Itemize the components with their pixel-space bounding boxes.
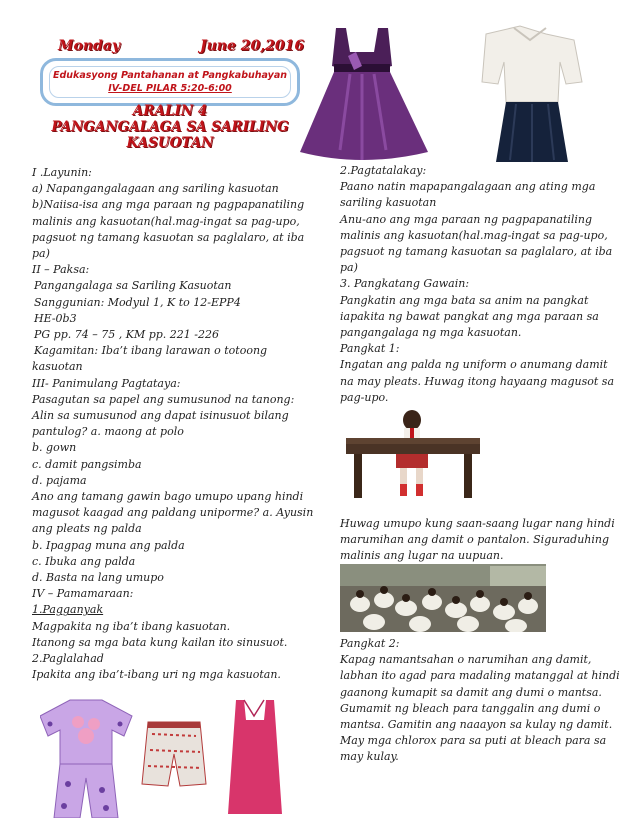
text-line: may kulay. [340,750,399,764]
text-line: pantulog? a. maong at polo [32,425,184,439]
text-line: Magpakita ng iba’t ibang kasuotan. [32,619,231,633]
text-line: pag-upo. [340,390,389,404]
choice: c. Ibuka ang palda [32,554,136,568]
right-column-bottom [340,636,622,766]
students-floor-photo [340,564,546,632]
choice: d. pajama [32,473,87,487]
text-line: Ipakita ang iba’t-ibang uri ng mga kasuotan. [32,668,281,682]
pretest-instruction: Pasagutan sa papel ang sumusunod na tanong: [32,392,295,406]
text-line: Pangkatin ang mga bata sa anim na pangkat [340,293,589,307]
text-line: Anu-ano ang mga paraan ng pagpapanatiling [340,212,593,226]
text-line: ang pleats ng palda [32,522,142,536]
subject-banner-inner [49,66,291,98]
lesson-title-line1: PANGANGALAGA SA SARILING [51,119,289,135]
reference-line: Sanggunian: Modyul 1, K to 12-EPP4 [34,295,241,309]
objective-b: b)Naiisa-isa ang mga paraan ng pagpapanatiling [32,198,305,212]
question-1: Alin sa sumusunod ang dapat isinusuot bilang [32,409,289,423]
procedure-heading: IV – Pamamaraan: [32,587,134,601]
group-1-heading: Pangkat 1: [340,342,400,356]
choice: b. Ipagpag muna ang palda [32,538,185,552]
clothing-photo [300,22,620,170]
objective-a: a) Napangangalagaan ang sariling kasuotan [32,182,279,196]
discussion-heading: 2.Pagtatalakay: [340,164,427,177]
text-line: pagsuot ng tamang kasuotan sa paglalaro, at iba [340,245,613,259]
subject-banner [40,58,300,106]
day-label: Monday [58,38,121,54]
right-column-top [340,163,620,406]
choice: c. damit pangsimba [32,457,142,471]
choice: d. Basta na lang umupo [32,571,164,585]
pretest-heading: III- Panimulang Pagtataya: [32,376,181,390]
group-activity-heading: 3. Pangkatang Gawain: [340,277,470,291]
text-line: Ingatan ang palda ng uniform o anumang damit [340,358,608,372]
text-line: malinis ang lugar na uupuan. [340,549,504,563]
motivation-heading: 1.Pagganyak [32,603,104,617]
dress-image [300,28,428,160]
text-line: malinis ang kasuotan(hal.mag-ingat sa pag-upo, [32,214,300,228]
text-line: pagsuot ng tamang kasuotan sa paglalaro, at iba [32,230,305,244]
text-line: na may pleats. Huwag itong hayaang magusot sa [340,374,614,388]
dress-pink-image [228,700,282,814]
text-line: pa) [340,261,358,275]
text-line: mantsa. Gamitin ang naaayon sa kulay ng damit. [340,718,613,732]
text-line: malinis ang kasuotan(hal.mag-ingat sa pag-upo, [340,228,608,242]
text-line: iapakita ng bawat pangkat ang mga paraan sa [340,309,599,323]
choice: b. gown [32,441,77,455]
text-line: kasuotan [32,360,83,374]
text-line: pa) [32,247,50,261]
text-line: marumihan ang damit o pantalon. Siguraduhing [340,533,610,547]
left-column [32,165,322,684]
text-line: Gumamit ng bleach para tanggalin ang dumi o [340,701,601,715]
text-line: sariling kasuotan [340,196,437,210]
class-schedule: IV-DEL PILAR 5:20-6:00 [108,83,232,94]
text-line: labhan ito agad para madaling matanggal at hindi [340,669,620,683]
reference-code: HE-0b3 [34,311,77,325]
lesson-title-line2: KASUOTAN [126,135,214,151]
text-line: pangangalaga ng mga kasuotan. [340,326,522,340]
text-line: Itanong sa mga bata kung kailan ito sinusuot. [32,635,288,649]
materials-line: Kagamitan: Iba’t ibang larawan o totoong [34,344,268,358]
reference-pages: PG pp. 74 – 75 , KM pp. 221 -226 [34,328,219,342]
girl-at-table-photo [346,408,482,498]
text-line: May mga chlorox para sa puti at bleach para sa [340,734,607,748]
sleepwear-photo [40,694,300,818]
objectives-heading: I .Layunin: [32,166,92,179]
question-2: Ano ang tamang gawin bago umupo upang hindi [32,490,304,504]
text-line: Paano natin mapapangalagaan ang ating mga [340,180,596,194]
group-2-heading: Pangkat 2: [340,637,400,650]
lesson-number: ARALIN 4 [132,103,208,119]
pajama-image [40,700,132,818]
topic-title: Pangangalaga sa Sariling Kasuotan [34,279,232,293]
right-column-middle [340,516,622,565]
uniform-image [482,26,582,162]
presentation-heading: 2.Paglalahad [32,652,104,666]
shorts-image [142,722,206,786]
subject-name: Edukasyong Pantahanan at Pangkabuhayan [52,70,288,81]
text-line: magusot kaagad ang paldang uniporme? a. Ayusin [32,506,314,520]
text-line: Huwag umupo kung saan-saang lugar nang hindi [340,517,615,530]
topic-heading: II – Paksa: [32,263,90,277]
text-line: Kapag namantsahan o narumihan ang damit, [340,653,592,667]
text-line: gaanong kumapit sa damit ang dumi o mantsa. [340,685,602,699]
date-label: June 20,2016 [200,38,305,54]
